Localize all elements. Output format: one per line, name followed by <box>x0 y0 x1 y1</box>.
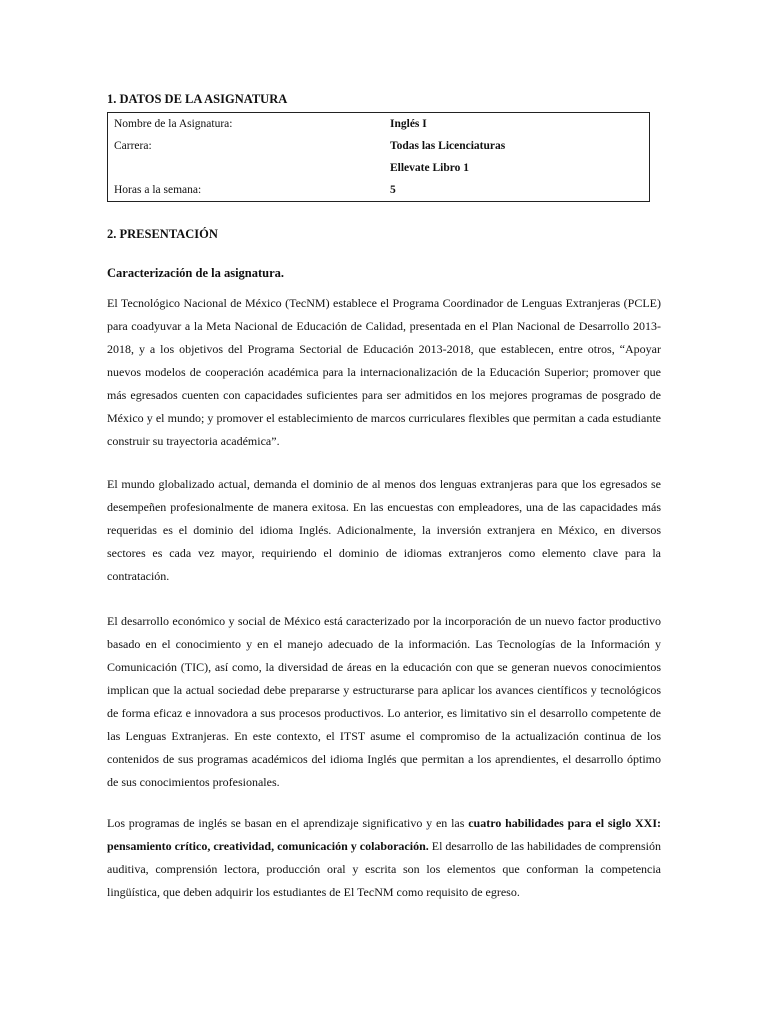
row-label <box>108 157 385 179</box>
paragraph-4 <box>107 812 661 904</box>
table-row <box>108 179 650 202</box>
paragraph-4-bold-text: cuatro habilidades para el siglo XXI: pensamiento crítico, creatividad, comunicación y colaboración. <box>107 816 662 853</box>
section-2-heading: 2. PRESENTACIÓN <box>107 227 218 241</box>
table-row <box>108 113 650 136</box>
row-label: Horas a la semana: <box>114 184 202 196</box>
course-info-table <box>107 112 650 202</box>
paragraph-1: El Tecnológico Nacional de México (TecNM) establece el Programa Coordinador de Lenguas Extranjeras (PCLE) para coadyuvar a la Meta Nacional de Educación de Calidad, presentada en el Plan Nacional de Desarrollo 2013-2018, y a los objetivos del Programa Sectorial de Educación 2013-2018, que establecen, entre otros, “Apoyar nuevos modelos de cooperación académica para la internacionalización de la Educación Superior; promover que más egresados cuenten con capacidades suficientes para ser admitidos en los mejores programas de posgrado de México y el mundo; y promover el establecimiento de marcos curriculares flexibles que permitan a cada estudiante construir su trayectoria académica”. <box>107 296 661 448</box>
paragraph-4-text-b: El desarrollo de las habilidades de comprensión auditiva, comprensión lectora, producción oral y escrita son los elementos que conforman la competencia lingüística, que deben adquirir los estudiantes de El TecNM como requisito de egreso. <box>107 839 662 899</box>
table-row <box>108 157 650 179</box>
row-value: 5 <box>390 184 396 196</box>
paragraph-2: El mundo globalizado actual, demanda el dominio de al menos dos lenguas extranjeras para que los egresados se desempeñen profesionalmente de manera exitosa. En las encuestas con empleadores, una de las capacidades más requeridas es el dominio del idioma Inglés. Adicionalmente, la inversión extranjera en México, en diversos sectores es cada vez mayor, requiriendo el dominio de idiomas extranjeros como elemento clave para la contratación. <box>107 477 661 583</box>
section-1-heading: 1. DATOS DE LA ASIGNATURA <box>107 92 288 106</box>
table-row <box>108 135 650 157</box>
row-label: Carrera: <box>114 140 152 152</box>
row-value: Ellevate Libro 1 <box>390 162 470 174</box>
subheading: Caracterización de la asignatura. <box>107 266 285 280</box>
paragraph-4-text-a: Los programas de inglés se basan en el aprendizaje significativo y en las <box>107 816 469 830</box>
paragraph-3: El desarrollo económico y social de México está caracterizado por la incorporación de un nuevo factor productivo basado en el conocimiento y en el manejo adecuado de la información. Las Tecnologías de la Información y Comunicación (TIC), así como, la diversidad de áreas en la educación con que se generan nuevos conocimientos implican que la actual sociedad debe prepararse y estructurarse para aplicar los avances científicos y tecnológicos de forma eficaz e innovadora a sus procesos productivos. Lo anterior, es limitativo sin el desarrollo competente de las Lenguas Extranjeras. En este contexto, el ITST asume el compromiso de la actualización continua de los contenidos de sus programas académicos del idioma Inglés que permitan a los aprendientes, el desarrollo óptimo de sus conocimientos profesionales. <box>107 614 661 789</box>
row-label: Nombre de la Asignatura: <box>114 118 233 130</box>
row-value: Todas las Licenciaturas <box>390 140 506 152</box>
row-value: Inglés I <box>390 118 427 130</box>
